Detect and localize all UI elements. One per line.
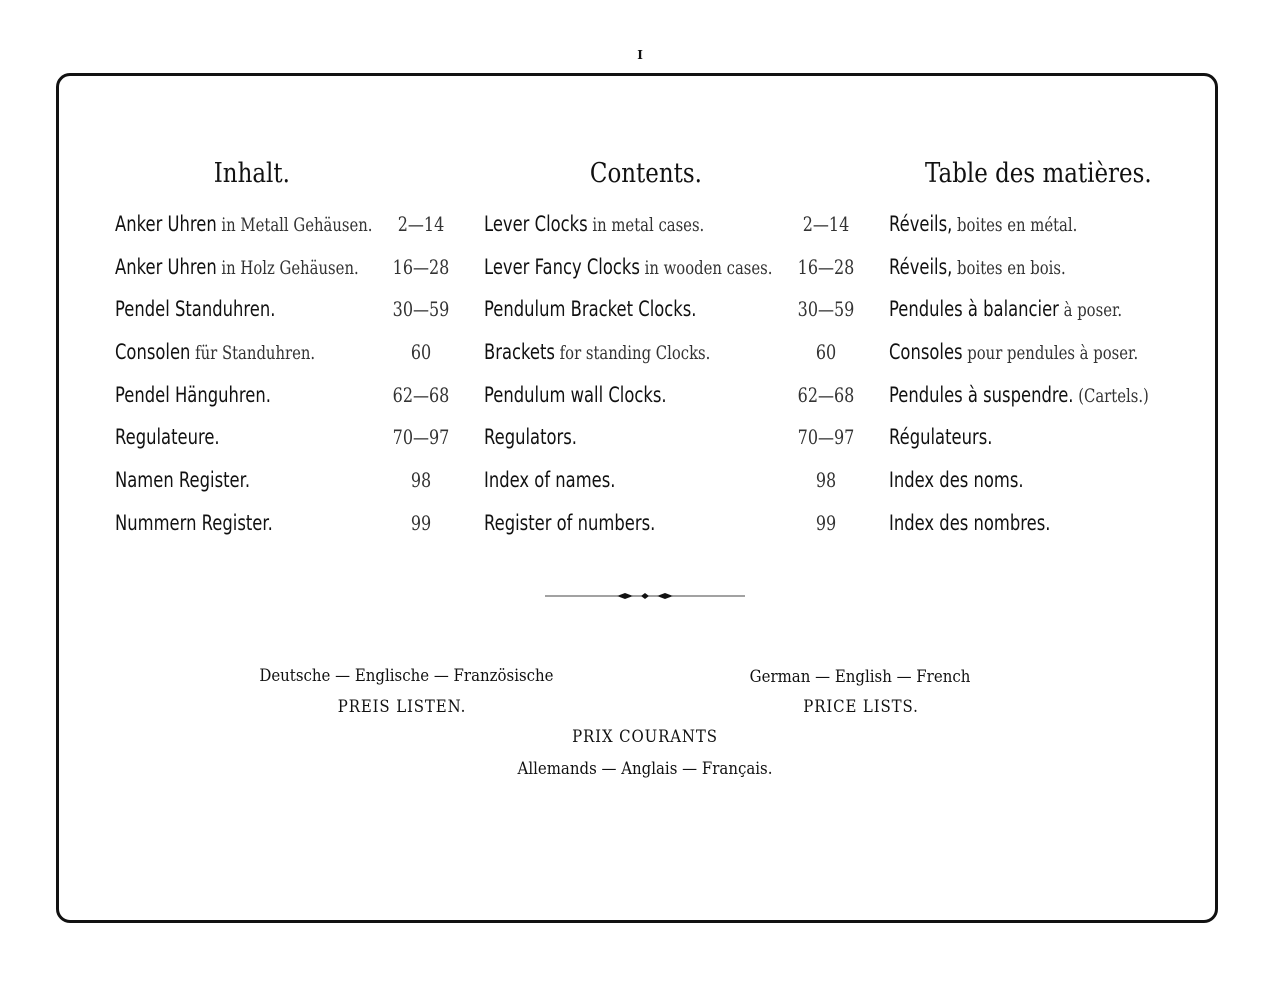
page-frame bbox=[56, 73, 1218, 923]
french-entry bbox=[889, 383, 1189, 413]
german-entry-title: Pendel Hänguhren. bbox=[115, 383, 271, 407]
french-entry bbox=[889, 425, 1189, 455]
english-entry-label bbox=[484, 511, 655, 535]
french-entry bbox=[889, 468, 1189, 498]
english-entry-label bbox=[484, 297, 697, 321]
german-entry-title: Consolen bbox=[115, 340, 191, 364]
english-entry-pages: 62—68 bbox=[797, 383, 855, 407]
french-entry-title: Pendules à suspendre. bbox=[889, 383, 1074, 407]
french-entry-title: Régulateurs. bbox=[889, 425, 993, 449]
english-entry-title: Lever Fancy Clocks bbox=[484, 255, 640, 279]
english-entry-label bbox=[484, 340, 710, 364]
german-entry-label bbox=[115, 383, 271, 407]
english-entry-pages: 2—14 bbox=[802, 212, 850, 236]
french-entry-label bbox=[889, 255, 1066, 279]
german-entry-label bbox=[115, 468, 250, 492]
price-list-english-languages: German — English — French bbox=[749, 667, 971, 687]
french-entry-title: Pendules à balancier bbox=[889, 297, 1059, 321]
german-entry-pages: 60 bbox=[410, 340, 432, 364]
french-entry-subtitle: à poser. bbox=[1058, 299, 1123, 321]
french-entry-title: Consoles bbox=[889, 340, 963, 364]
price-list-german-languages: Deutsche — Englische — Französische bbox=[259, 666, 554, 686]
ornament-divider-icon bbox=[545, 588, 745, 604]
english-entry-label bbox=[484, 425, 577, 449]
english-entry-title: Brackets bbox=[484, 340, 555, 364]
german-entry bbox=[115, 255, 455, 285]
english-entry bbox=[484, 340, 864, 370]
french-entry-label bbox=[889, 297, 1122, 321]
english-entry bbox=[484, 255, 864, 285]
french-entry bbox=[889, 511, 1189, 541]
english-entry bbox=[484, 425, 864, 455]
english-entry-title: Index of names. bbox=[484, 468, 616, 492]
heading-german: Inhalt. bbox=[213, 158, 290, 189]
french-entry-title: Réveils, bbox=[889, 212, 953, 236]
german-entry-label bbox=[115, 340, 315, 364]
english-entry-pages: 98 bbox=[815, 468, 837, 492]
french-entry-label bbox=[889, 383, 1149, 407]
english-entry-title: Regulators. bbox=[484, 425, 578, 449]
german-entry-title: Regulateure. bbox=[115, 425, 220, 449]
english-entry-title: Register of numbers. bbox=[484, 511, 656, 535]
english-entry bbox=[484, 468, 864, 498]
french-entry-label bbox=[889, 340, 1138, 364]
german-entry-pages: 62—68 bbox=[392, 383, 450, 407]
french-entry bbox=[889, 340, 1189, 370]
price-list-german-title: PREIS LISTEN. bbox=[337, 697, 467, 717]
german-entry-title: Namen Register. bbox=[115, 468, 251, 492]
german-entry-title: Anker Uhren bbox=[115, 255, 217, 279]
price-list-english-title: PRICE LISTS. bbox=[803, 697, 919, 717]
french-entry bbox=[889, 212, 1189, 242]
english-entry-pages: 30—59 bbox=[797, 297, 855, 321]
english-entry-label bbox=[484, 383, 667, 407]
english-entry-title: Pendulum Bracket Clocks. bbox=[484, 297, 697, 321]
german-entry-title: Nummern Register. bbox=[115, 511, 273, 535]
german-entry-pages: 16—28 bbox=[392, 255, 450, 279]
german-entry-label bbox=[115, 511, 273, 535]
german-entry-pages: 99 bbox=[410, 511, 432, 535]
english-entry-label bbox=[484, 212, 704, 236]
german-entry-label bbox=[115, 255, 359, 279]
french-entry bbox=[889, 255, 1189, 285]
german-entry bbox=[115, 297, 455, 327]
english-entry-subtitle: in wooden cases. bbox=[639, 257, 773, 279]
english-entry bbox=[484, 212, 864, 242]
english-entry-label bbox=[484, 468, 615, 492]
english-entry-subtitle: for standing Clocks. bbox=[554, 342, 711, 364]
english-entry-title: Pendulum wall Clocks. bbox=[484, 383, 667, 407]
heading-english: Contents. bbox=[589, 158, 702, 189]
german-entry-label bbox=[115, 212, 373, 236]
german-entry-title: Anker Uhren bbox=[115, 212, 217, 236]
german-entry-pages: 98 bbox=[410, 468, 432, 492]
french-entry bbox=[889, 297, 1189, 327]
german-entry bbox=[115, 340, 455, 370]
german-entry-subtitle: für Standuhren. bbox=[190, 342, 316, 364]
french-entry-subtitle: pour pendules à poser. bbox=[962, 342, 1139, 364]
german-entry bbox=[115, 383, 455, 413]
german-entry bbox=[115, 212, 455, 242]
french-entry-label bbox=[889, 425, 992, 449]
german-entry bbox=[115, 468, 455, 498]
german-entry-label bbox=[115, 425, 220, 449]
english-entry bbox=[484, 511, 864, 541]
english-entry bbox=[484, 383, 864, 413]
german-entry-subtitle: in Holz Gehäusen. bbox=[216, 257, 359, 279]
english-entry-subtitle: in metal cases. bbox=[587, 214, 705, 236]
german-entry-pages: 70—97 bbox=[392, 425, 450, 449]
english-entry-title: Lever Clocks bbox=[484, 212, 588, 236]
german-entry-label bbox=[115, 297, 275, 321]
french-entry-title: Réveils, bbox=[889, 255, 953, 279]
english-entry-pages: 99 bbox=[815, 511, 837, 535]
french-entry-label bbox=[889, 511, 1050, 535]
english-entry-pages: 60 bbox=[815, 340, 837, 364]
english-entry-pages: 16—28 bbox=[797, 255, 855, 279]
price-list-french-title: PRIX COURANTS bbox=[572, 727, 718, 747]
heading-french: Table des matières. bbox=[925, 158, 1152, 189]
price-list-french-languages: Allemands — Anglais — Français. bbox=[517, 759, 773, 779]
german-entry bbox=[115, 511, 455, 541]
french-entry-title: Index des noms. bbox=[889, 468, 1024, 492]
french-entry-subtitle: (Cartels.) bbox=[1073, 385, 1149, 407]
french-entry-title: Index des nombres. bbox=[889, 511, 1051, 535]
english-entry-pages: 70—97 bbox=[797, 425, 855, 449]
english-entry bbox=[484, 297, 864, 327]
german-entry-pages: 30—59 bbox=[392, 297, 450, 321]
german-entry-subtitle: in Metall Gehäusen. bbox=[216, 214, 373, 236]
french-entry-label bbox=[889, 212, 1077, 236]
english-entry-label bbox=[484, 255, 773, 279]
german-entry-pages: 2—14 bbox=[397, 212, 445, 236]
german-entry bbox=[115, 425, 455, 455]
french-entry-subtitle: boites en métal. bbox=[952, 214, 1078, 236]
page-number: I bbox=[637, 48, 643, 62]
french-entry-label bbox=[889, 468, 1024, 492]
german-entry-title: Pendel Standuhren. bbox=[115, 297, 276, 321]
french-entry-subtitle: boites en bois. bbox=[952, 257, 1066, 279]
